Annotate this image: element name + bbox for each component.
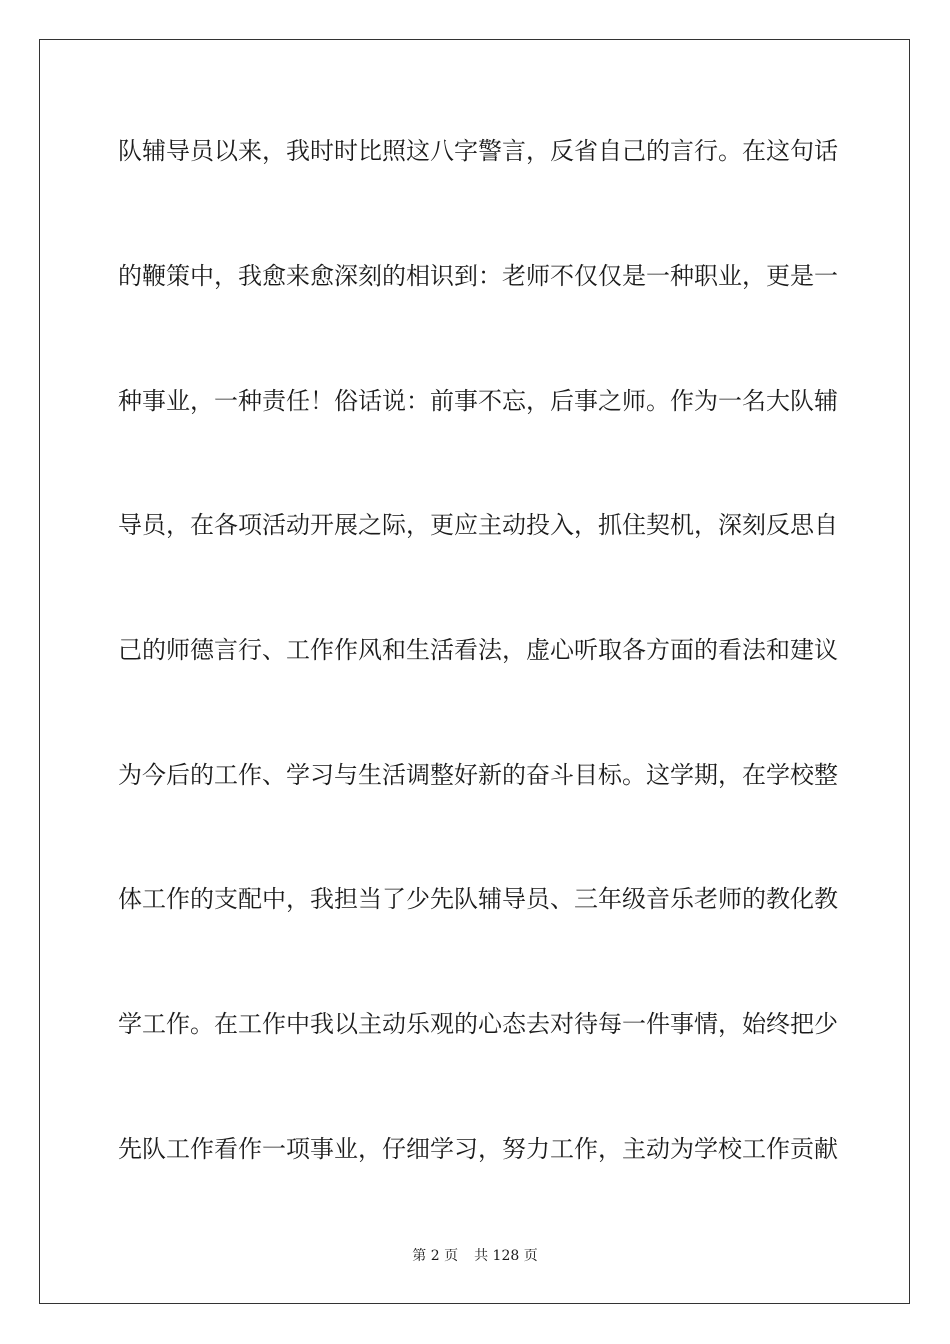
page-footer: [0, 1247, 950, 1265]
text-line: 己的师德言行、工作作风和生活看法，虚心听取各方面的看法和建议: [118, 636, 838, 664]
text-line: 导员，在各项活动开展之际，更应主动投入，抓住契机，深刻反思自: [118, 511, 838, 539]
text-line: 为今后的工作、学习与生活调整好新的奋斗目标。这学期，在学校整: [118, 761, 838, 789]
page-border: [39, 39, 910, 1304]
text-line: 队辅导员以来，我时时比照这八字警言，反省自己的言行。在这句话: [118, 137, 838, 165]
text-line: 的鞭策中，我愈来愈深刻的相识到：老师不仅仅是一种职业，更是一: [118, 262, 838, 290]
total-pages: 共 128 页: [474, 1248, 538, 1264]
page-number: 第 2 页: [412, 1248, 459, 1264]
text-line: 学工作。在工作中我以主动乐观的心态去对待每一件事情，始终把少: [118, 1010, 838, 1038]
text-line: 体工作的支配中，我担当了少先队辅导员、三年级音乐老师的教化教: [118, 885, 838, 913]
text-line: 种事业，一种责任！俗话说：前事不忘，后事之师。作为一名大队辅: [118, 387, 838, 415]
text-line: 先队工作看作一项事业，仔细学习，努力工作，主动为学校工作贡献: [118, 1135, 838, 1163]
